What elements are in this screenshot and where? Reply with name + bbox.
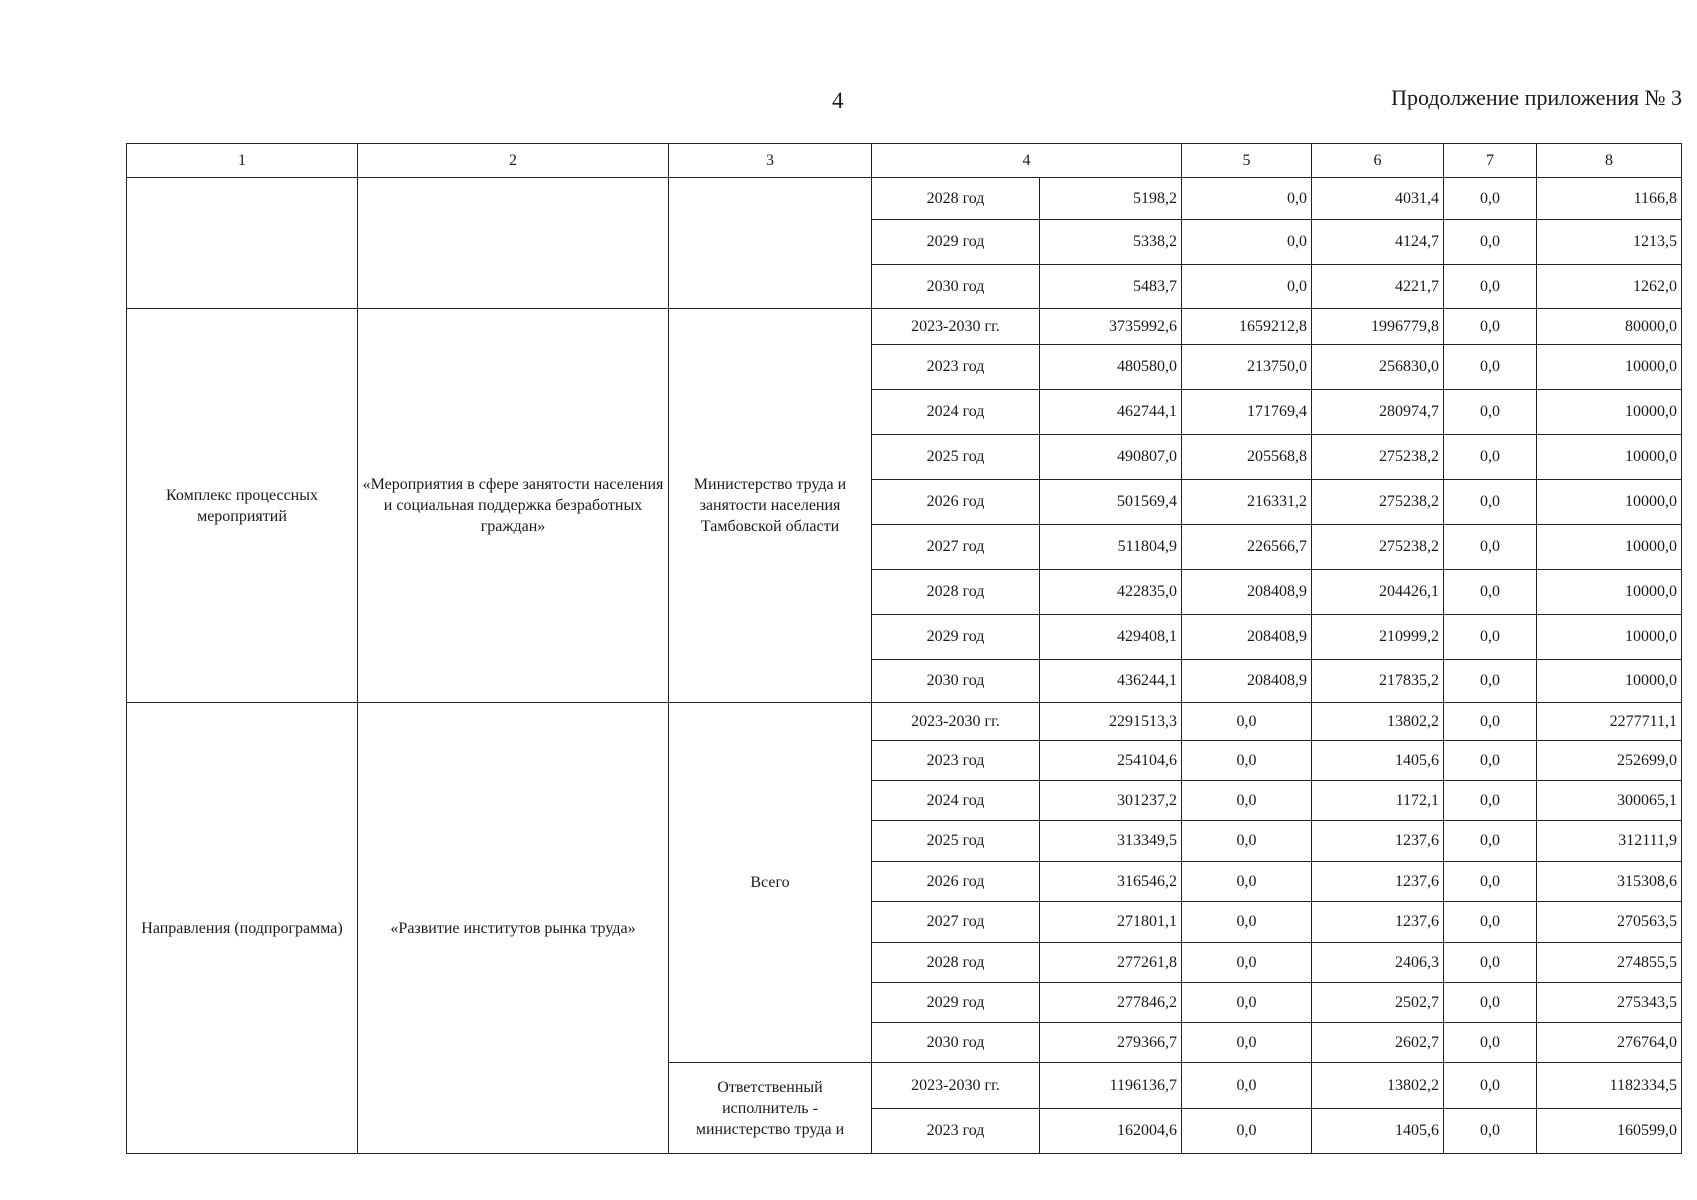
responsible-cell [669,178,872,309]
col7-value: 0,0 [1444,309,1537,345]
col7-value: 0,0 [1444,660,1537,703]
col6-value: 4221,7 [1312,265,1444,309]
total-cell: 279366,7 [1040,1023,1182,1063]
col8-value: 270563,5 [1537,902,1682,943]
budget-table [126,143,1682,1154]
col5-value: 0,0 [1182,1109,1312,1154]
total-cell: 5198,2 [1040,178,1182,220]
total-cell: 429408,1 [1040,615,1182,660]
col7-value: 0,0 [1444,741,1537,781]
column-header-7: 7 [1444,144,1537,178]
period-cell: 2026 год [872,862,1040,902]
col7-value: 0,0 [1444,345,1537,390]
col8-value: 1166,8 [1537,178,1682,220]
period-cell: 2028 год [872,178,1040,220]
col5-value: 1659212,8 [1182,309,1312,345]
col8-value: 2277711,1 [1537,703,1682,741]
period-cell: 2029 год [872,983,1040,1023]
col5-value: 208408,9 [1182,570,1312,615]
col5-value: 0,0 [1182,902,1312,943]
col7-value: 0,0 [1444,781,1537,821]
col6-value: 256830,0 [1312,345,1444,390]
col7-value: 0,0 [1444,902,1537,943]
col6-value: 4124,7 [1312,220,1444,265]
table-row [127,178,1682,220]
col6-value: 280974,7 [1312,390,1444,435]
category-cell [127,178,358,309]
col7-value: 0,0 [1444,703,1537,741]
col8-value: 10000,0 [1537,570,1682,615]
col8-value: 10000,0 [1537,435,1682,480]
col5-value: 0,0 [1182,821,1312,862]
responsible-cell: Ответственный исполнитель - министерство труда и [669,1063,872,1154]
col6-value: 1237,6 [1312,862,1444,902]
col6-value: 1996779,8 [1312,309,1444,345]
col8-value: 1182334,5 [1537,1063,1682,1109]
period-cell: 2027 год [872,525,1040,570]
col8-value: 315308,6 [1537,862,1682,902]
col7-value: 0,0 [1444,862,1537,902]
col7-value: 0,0 [1444,821,1537,862]
responsible-cell: Министерство труда и занятости населения Тамбовской области [669,309,872,703]
column-header-8: 8 [1537,144,1682,178]
col6-value: 204426,1 [1312,570,1444,615]
col7-value: 0,0 [1444,570,1537,615]
col8-value: 10000,0 [1537,345,1682,390]
col6-value: 1172,1 [1312,781,1444,821]
col5-value: 216331,2 [1182,480,1312,525]
col5-value: 0,0 [1182,220,1312,265]
total-cell: 254104,6 [1040,741,1182,781]
col5-value: 171769,4 [1182,390,1312,435]
total-cell: 1196136,7 [1040,1063,1182,1109]
col8-value: 276764,0 [1537,1023,1682,1063]
col6-value: 1237,6 [1312,821,1444,862]
col6-value: 13802,2 [1312,703,1444,741]
period-cell: 2030 год [872,1023,1040,1063]
period-cell: 2023 год [872,345,1040,390]
col7-value: 0,0 [1444,265,1537,309]
col8-value: 252699,0 [1537,741,1682,781]
program-name-cell: «Развитие институтов рынка труда» [358,703,669,1154]
col7-value: 0,0 [1444,1023,1537,1063]
col6-value: 2502,7 [1312,983,1444,1023]
col6-value: 217835,2 [1312,660,1444,703]
col8-value: 10000,0 [1537,390,1682,435]
total-cell: 511804,9 [1040,525,1182,570]
total-cell: 2291513,3 [1040,703,1182,741]
total-cell: 277846,2 [1040,983,1182,1023]
period-cell: 2030 год [872,265,1040,309]
col7-value: 0,0 [1444,1063,1537,1109]
period-cell: 2028 год [872,943,1040,983]
table-body [127,144,1682,1154]
col8-value: 160599,0 [1537,1109,1682,1154]
total-cell: 5483,7 [1040,265,1182,309]
col6-value: 210999,2 [1312,615,1444,660]
col5-value: 226566,7 [1182,525,1312,570]
col8-value: 10000,0 [1537,615,1682,660]
header-row [127,144,1682,178]
col6-value: 2602,7 [1312,1023,1444,1063]
col5-value: 0,0 [1182,862,1312,902]
total-cell: 422835,0 [1040,570,1182,615]
column-header-6: 6 [1312,144,1444,178]
col7-value: 0,0 [1444,390,1537,435]
col5-value: 205568,8 [1182,435,1312,480]
col6-value: 4031,4 [1312,178,1444,220]
total-cell: 5338,2 [1040,220,1182,265]
col5-value: 0,0 [1182,943,1312,983]
period-cell: 2023 год [872,1109,1040,1154]
page-number: 4 [832,88,844,113]
period-cell: 2030 год [872,660,1040,703]
col5-value: 0,0 [1182,265,1312,309]
col7-value: 0,0 [1444,615,1537,660]
appendix-label: Продолжение приложения № 3 [1391,85,1682,110]
col8-value: 300065,1 [1537,781,1682,821]
period-cell: 2023-2030 гг. [872,1063,1040,1109]
program-name-cell: «Мероприятия в сфере занятости населения и социальная поддержка безработных граждан» [358,309,669,703]
period-cell: 2025 год [872,821,1040,862]
period-cell: 2023-2030 гг. [872,703,1040,741]
period-cell: 2029 год [872,615,1040,660]
total-cell: 436244,1 [1040,660,1182,703]
col6-value: 1237,6 [1312,902,1444,943]
period-cell: 2024 год [872,781,1040,821]
program-name-cell [358,178,669,309]
total-cell: 301237,2 [1040,781,1182,821]
total-cell: 480580,0 [1040,345,1182,390]
category-cell: Комплекс процессных мероприятий [127,309,358,703]
col8-value: 275343,5 [1537,983,1682,1023]
col5-value: 213750,0 [1182,345,1312,390]
col7-value: 0,0 [1444,943,1537,983]
col8-value: 274855,5 [1537,943,1682,983]
col8-value: 10000,0 [1537,525,1682,570]
col5-value: 208408,9 [1182,615,1312,660]
total-cell: 162004,6 [1040,1109,1182,1154]
col6-value: 2406,3 [1312,943,1444,983]
table-row [127,309,1682,345]
col8-value: 10000,0 [1537,660,1682,703]
column-header-3: 3 [669,144,872,178]
col5-value: 0,0 [1182,741,1312,781]
column-header-5: 5 [1182,144,1312,178]
col7-value: 0,0 [1444,220,1537,265]
col5-value: 0,0 [1182,983,1312,1023]
period-cell: 2028 год [872,570,1040,615]
col7-value: 0,0 [1444,178,1537,220]
total-cell: 313349,5 [1040,821,1182,862]
period-cell: 2023 год [872,741,1040,781]
total-cell: 490807,0 [1040,435,1182,480]
total-cell: 462744,1 [1040,390,1182,435]
col5-value: 0,0 [1182,1023,1312,1063]
col5-value: 208408,9 [1182,660,1312,703]
column-header-1: 1 [127,144,358,178]
col7-value: 0,0 [1444,1109,1537,1154]
col8-value: 1262,0 [1537,265,1682,309]
col8-value: 10000,0 [1537,480,1682,525]
col8-value: 312111,9 [1537,821,1682,862]
col7-value: 0,0 [1444,435,1537,480]
table-row [127,703,1682,741]
responsible-cell: Всего [669,703,872,1063]
category-cell: Направления (подпрограмма) [127,703,358,1154]
col8-value: 80000,0 [1537,309,1682,345]
col6-value: 1405,6 [1312,741,1444,781]
col6-value: 1405,6 [1312,1109,1444,1154]
period-cell: 2027 год [872,902,1040,943]
col5-value: 0,0 [1182,1063,1312,1109]
period-cell: 2025 год [872,435,1040,480]
total-cell: 277261,8 [1040,943,1182,983]
total-cell: 271801,1 [1040,902,1182,943]
column-header-2: 2 [358,144,669,178]
col6-value: 13802,2 [1312,1063,1444,1109]
col7-value: 0,0 [1444,525,1537,570]
period-cell: 2024 год [872,390,1040,435]
col7-value: 0,0 [1444,983,1537,1023]
col6-value: 275238,2 [1312,435,1444,480]
period-cell: 2023-2030 гг. [872,309,1040,345]
col5-value: 0,0 [1182,703,1312,741]
period-cell: 2029 год [872,220,1040,265]
period-cell: 2026 год [872,480,1040,525]
column-header-4: 4 [872,144,1182,178]
col6-value: 275238,2 [1312,525,1444,570]
col8-value: 1213,5 [1537,220,1682,265]
col5-value: 0,0 [1182,781,1312,821]
total-cell: 316546,2 [1040,862,1182,902]
col6-value: 275238,2 [1312,480,1444,525]
total-cell: 3735992,6 [1040,309,1182,345]
col5-value: 0,0 [1182,178,1312,220]
total-cell: 501569,4 [1040,480,1182,525]
col7-value: 0,0 [1444,480,1537,525]
